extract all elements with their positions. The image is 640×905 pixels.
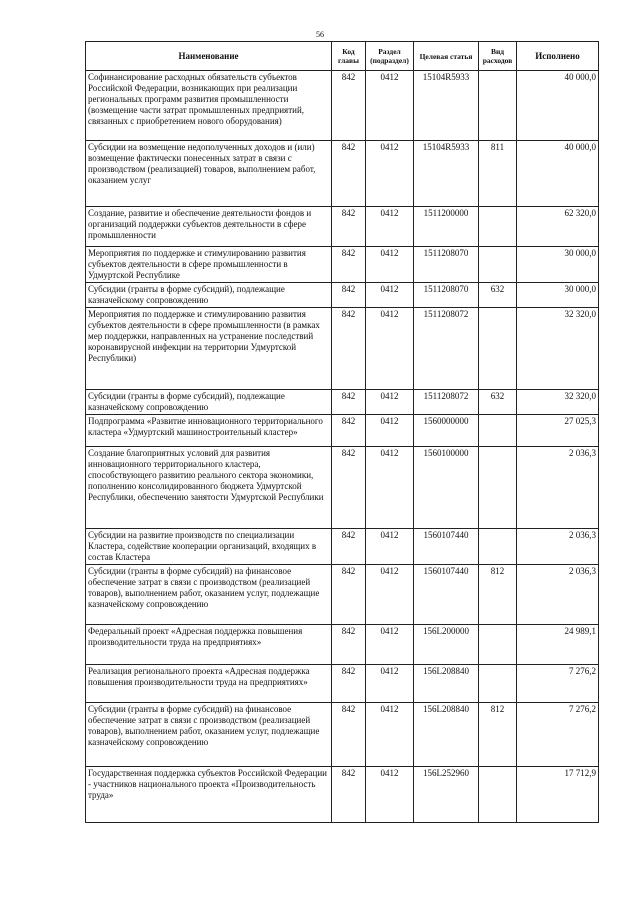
row-kind [479, 415, 517, 447]
row-section: 0412 [366, 665, 414, 703]
row-name: Мероприятия по поддержке и стимулированию развития субъектов деятельности в сфере промышленности (в рамках мер поддержки, направленных на устранение последствий коронавирусной инфекции на территории Удмуртской Республики) [86, 308, 332, 390]
table-row [86, 71, 599, 141]
row-kind: 632 [479, 283, 517, 308]
row-code: 842 [332, 767, 366, 823]
row-executed: 27 025,3 [517, 415, 599, 447]
table-row [86, 703, 599, 767]
row-kind [479, 767, 517, 823]
row-name: Федеральный проект «Адресная поддержка повышения производительности труда на предприятиях» [86, 625, 332, 665]
row-kind [479, 529, 517, 565]
row-name: Субсидии на развитие производств по специализации Кластера, содействие кооперации организаций, входящих в состав Кластера [86, 529, 332, 565]
row-target: 1511200000 [414, 207, 479, 247]
row-code: 842 [332, 141, 366, 207]
row-kind [479, 625, 517, 665]
row-target: 1511208072 [414, 390, 479, 415]
row-code: 842 [332, 308, 366, 390]
row-code: 842 [332, 529, 366, 565]
table-row [86, 625, 599, 665]
row-section: 0412 [366, 71, 414, 141]
row-code: 842 [332, 415, 366, 447]
row-code: 842 [332, 283, 366, 308]
row-kind [479, 247, 517, 283]
budget-execution-table [85, 41, 599, 823]
table-row [86, 207, 599, 247]
table-row [86, 308, 599, 390]
row-section: 0412 [366, 283, 414, 308]
row-target: 1511208070 [414, 283, 479, 308]
row-name: Субсидии (гранты в форме субсидий), подлежащие казначейскому сопровождению [86, 390, 332, 415]
row-target: 15104R5933 [414, 141, 479, 207]
row-name: Подпрограмма «Развитие инновационного территориального кластера «Удмуртский машиностроительный кластер» [86, 415, 332, 447]
header-section: Раздел (подраздел) [366, 42, 414, 71]
row-executed: 7 276,2 [517, 703, 599, 767]
row-section: 0412 [366, 390, 414, 415]
header-target: Целевая статья [414, 42, 479, 71]
row-executed: 7 276,2 [517, 665, 599, 703]
row-kind: 632 [479, 390, 517, 415]
row-code: 842 [332, 71, 366, 141]
row-executed: 30 000,0 [517, 283, 599, 308]
row-kind: 812 [479, 565, 517, 625]
row-code: 842 [332, 565, 366, 625]
row-code: 842 [332, 625, 366, 665]
row-name: Софинансирование расходных обязательств субъектов Российской Федерации, возникающих при реализации региональных программ развития промышленности (возмещение части затрат промышленных предприятий, связанных с приобретением нового оборудования) [86, 71, 332, 141]
row-executed: 40 000,0 [517, 71, 599, 141]
row-executed: 24 989,1 [517, 625, 599, 665]
row-section: 0412 [366, 447, 414, 529]
row-name: Мероприятия по поддержке и стимулированию развития субъектов деятельности в сфере промышленности в Удмуртской Республике [86, 247, 332, 283]
header-code: Код главы [332, 42, 366, 71]
row-name: Субсидии на возмещение недополученных доходов и (или) возмещение фактически понесенных затрат в связи с производством (реализацией) товаров, выполнением работ, оказанием услуг [86, 141, 332, 207]
row-section: 0412 [366, 207, 414, 247]
row-kind [479, 207, 517, 247]
row-name: Создание, развитие и обеспечение деятельности фондов и организаций поддержки субъектов деятельности в сфере промышленности [86, 207, 332, 247]
row-section: 0412 [366, 625, 414, 665]
row-target: 1511208072 [414, 308, 479, 390]
table-row [86, 565, 599, 625]
table-row [86, 415, 599, 447]
row-target: 156L200000 [414, 625, 479, 665]
table-row [86, 247, 599, 283]
row-kind: 812 [479, 703, 517, 767]
table-row [86, 141, 599, 207]
page-number: 56 [316, 30, 324, 39]
table-row [86, 283, 599, 308]
row-section: 0412 [366, 703, 414, 767]
row-target: 1560100000 [414, 447, 479, 529]
row-section: 0412 [366, 565, 414, 625]
row-target: 156L208840 [414, 703, 479, 767]
table-row [86, 767, 599, 823]
row-target: 156L252960 [414, 767, 479, 823]
row-kind: 811 [479, 141, 517, 207]
row-executed: 62 320,0 [517, 207, 599, 247]
row-target: 1560000000 [414, 415, 479, 447]
row-name: Реализация регионального проекта «Адресная поддержка повышения производительности труда на предприятиях» [86, 665, 332, 703]
row-name: Государственная поддержка субъектов Российской Федерации - участников национального проекта «Производительность труда» [86, 767, 332, 823]
row-section: 0412 [366, 767, 414, 823]
row-section: 0412 [366, 415, 414, 447]
row-code: 842 [332, 390, 366, 415]
row-target: 1560107440 [414, 565, 479, 625]
row-name: Создание благоприятных условий для развития инновационного территориального кластера, способствующего развитию реального сектора экономики, пополнению консолидированного бюджета Удмуртской Республики, обеспечению занятости Удмуртской Республики [86, 447, 332, 529]
row-kind [479, 308, 517, 390]
row-code: 842 [332, 247, 366, 283]
row-code: 842 [332, 703, 366, 767]
row-section: 0412 [366, 247, 414, 283]
row-executed: 2 036,3 [517, 447, 599, 529]
row-executed: 2 036,3 [517, 565, 599, 625]
row-executed: 40 000,0 [517, 141, 599, 207]
row-code: 842 [332, 207, 366, 247]
header-executed: Исполнено [517, 42, 599, 71]
table-row [86, 390, 599, 415]
row-executed: 17 712,9 [517, 767, 599, 823]
row-section: 0412 [366, 308, 414, 390]
header-kind: Вид расходов [479, 42, 517, 71]
table-header-row [86, 42, 599, 71]
row-name: Субсидии (гранты в форме субсидий), подлежащие казначейскому сопровождению [86, 283, 332, 308]
row-kind [479, 665, 517, 703]
row-code: 842 [332, 665, 366, 703]
row-executed: 32 320,0 [517, 308, 599, 390]
row-code: 842 [332, 447, 366, 529]
row-target: 1560107440 [414, 529, 479, 565]
row-executed: 30 000,0 [517, 247, 599, 283]
table-row [86, 529, 599, 565]
row-kind [479, 71, 517, 141]
row-executed: 32 320,0 [517, 390, 599, 415]
row-target: 1511208070 [414, 247, 479, 283]
row-target: 15104R5933 [414, 71, 479, 141]
row-name: Субсидии (гранты в форме субсидий) на финансовое обеспечение затрат в связи с производством (реализацией товаров), выполнением работ, оказанием услуг, подлежащие казначейскому сопровождению [86, 565, 332, 625]
row-target: 156L208840 [414, 665, 479, 703]
row-executed: 2 036,3 [517, 529, 599, 565]
header-name: Наименование [86, 42, 332, 71]
row-kind [479, 447, 517, 529]
table-row [86, 665, 599, 703]
row-section: 0412 [366, 529, 414, 565]
row-name: Субсидии (гранты в форме субсидий) на финансовое обеспечение затрат в связи с производством (реализацией товаров), выполнением работ, оказанием услуг, подлежащие казначейскому сопровождению [86, 703, 332, 767]
table-row [86, 447, 599, 529]
row-section: 0412 [366, 141, 414, 207]
